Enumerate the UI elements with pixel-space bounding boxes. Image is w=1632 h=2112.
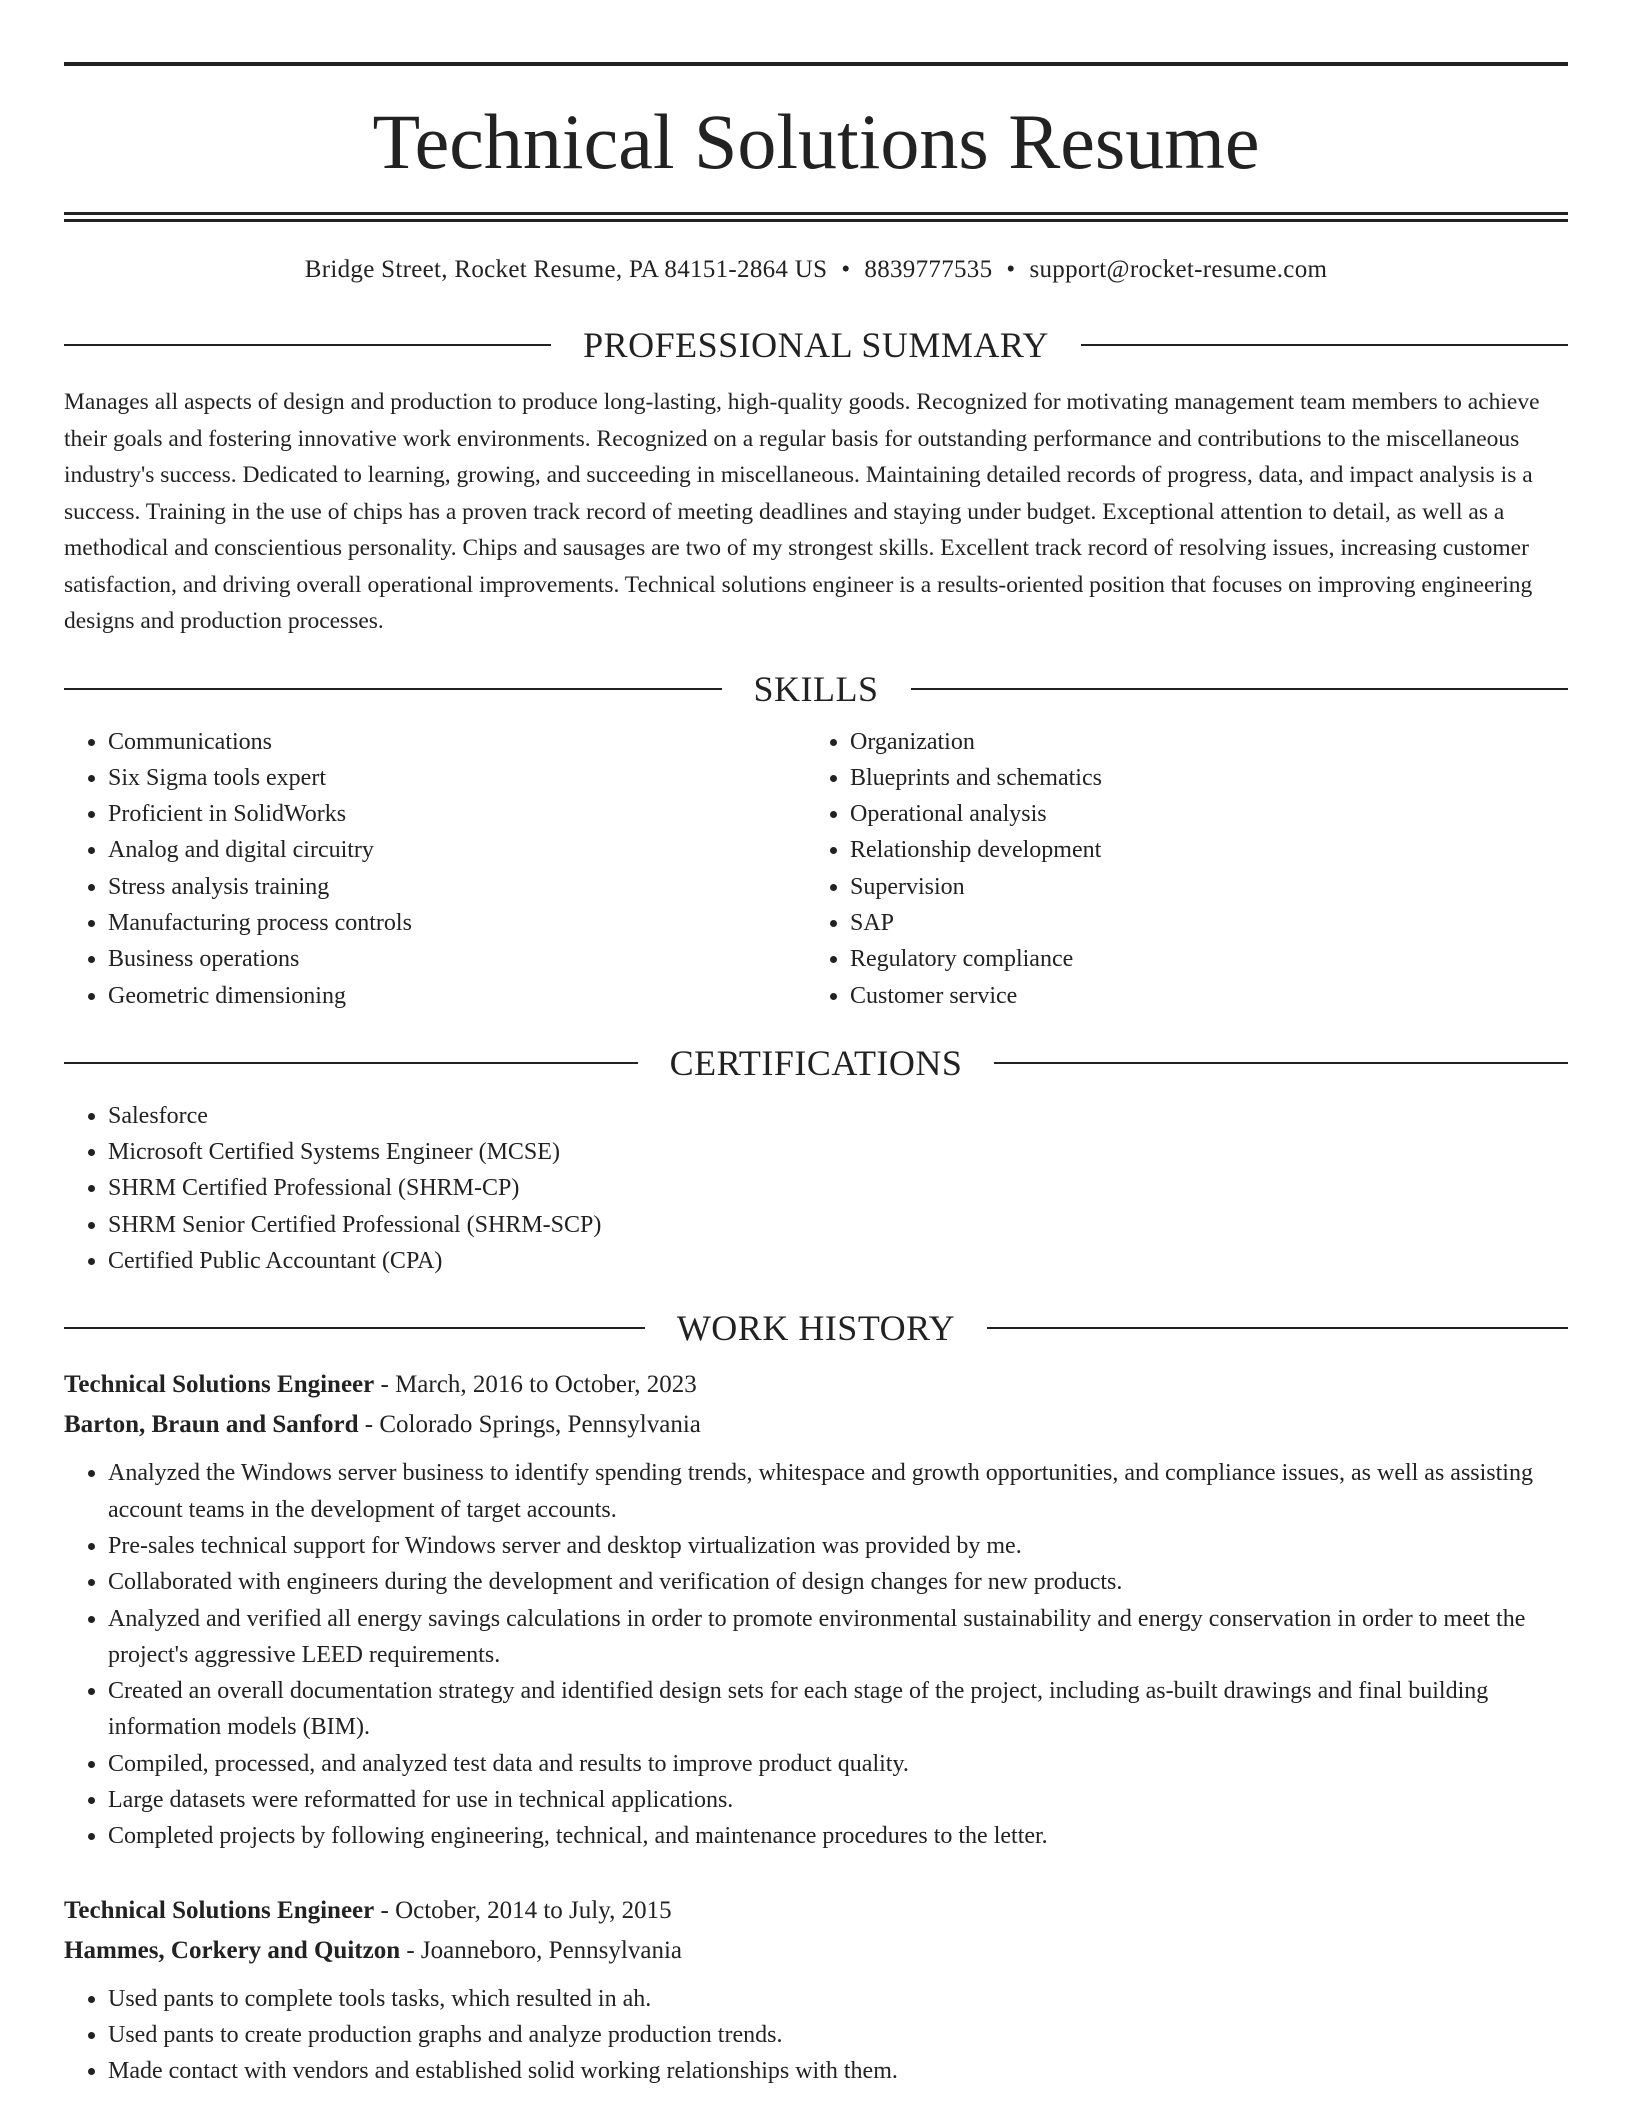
- job-location: - Colorado Springs, Pennsylvania: [358, 1411, 701, 1439]
- certification-item: • Microsoft Certified Systems Engineer (MCSE): [108, 1134, 1568, 1170]
- certifications-bullets: [64, 1098, 1568, 1279]
- job-company-line: [64, 1405, 1568, 1445]
- certifications-list: [64, 1098, 1568, 1279]
- job-dates: - March, 2016 to October, 2023: [374, 1371, 697, 1399]
- job-bullet: • Compiled, processed, and analyzed test data and results to improve product quality.: [108, 1746, 1568, 1782]
- job-bullet: • Analyzed the Windows server business to identify spending trends, whitespace and growth opportunities, and compliance issues, as well as assisting account teams in the development of target accounts.: [108, 1455, 1568, 1528]
- section-title-skills: SKILLS: [753, 668, 879, 709]
- certification-item: • SHRM Senior Certified Professional (SHRM-SCP): [108, 1207, 1568, 1243]
- certification-item: • SHRM Certified Professional (SHRM-CP): [108, 1170, 1568, 1206]
- summary-text: Manages all aspects of design and production to produce long-lasting, high-quality goods. Recognized for motivating management team members to achieve their goals and fostering innovative work environments. Recognized on a regular basis for outstanding performance and contributions to the miscellaneous industry's success. Dedicated to learning, growing, and succeeding in miscellaneous. Maintaining detailed records of progress, data, and impact analysis is a success. Training in the use of chips has a proven track record of meeting deadlines and staying under budget. Exceptional attention to detail, as well as a methodical and conscientious personality. Chips and sausages are two of my strongest skills. Excellent track record of resolving issues, increasing customer satisfaction, and driving overall operational improvements. Technical solutions engineer is a results-oriented position that focuses on improving engineering designs and production processes.: [64, 389, 1540, 634]
- heading-rule: [64, 1062, 638, 1064]
- skill-item: • Manufacturing process controls: [108, 905, 806, 941]
- contact-email[interactable]: support@rocket-resume.com: [1029, 256, 1328, 283]
- title-double-rule: [64, 212, 1568, 222]
- skill-item: • Regulatory compliance: [850, 941, 1548, 977]
- certification-item: • Certified Public Accountant (CPA): [108, 1243, 1568, 1279]
- skill-item: • Blueprints and schematics: [850, 760, 1548, 796]
- skill-item: • Organization: [850, 724, 1548, 760]
- skills-list: [64, 724, 1568, 1014]
- heading-rule: [64, 344, 551, 346]
- contact-line: [64, 256, 1568, 284]
- contact-separator: •: [1006, 256, 1016, 283]
- heading-rule: [911, 688, 1569, 690]
- job-bullet: • Used pants to create production graphs and analyze production trends.: [108, 2017, 1568, 2053]
- job-company: Hammes, Corkery and Quitzon: [64, 1936, 401, 1964]
- contact-separator: •: [841, 256, 851, 283]
- job-company-line: [64, 1931, 1568, 1971]
- section-heading-work-history: [64, 1307, 1568, 1349]
- skills-column-right: [806, 724, 1548, 1014]
- contact-phone: 8839777535: [864, 256, 993, 283]
- job-bullet: • Pre-sales technical support for Windows server and desktop virtualization was provided by me.: [108, 1528, 1568, 1564]
- job-entry: [64, 1365, 1568, 1854]
- skills-right-list: [806, 724, 1548, 1014]
- job-title-line: [64, 1365, 1568, 1405]
- section-title-summary: PROFESSIONAL SUMMARY: [583, 325, 1049, 365]
- page-title: Technical Solutions Resume: [372, 98, 1260, 185]
- section-title-work-history: WORK HISTORY: [676, 1308, 956, 1349]
- job-bullet: • Used pants to complete tools tasks, which resulted in ah.: [108, 1981, 1568, 2017]
- job-bullets: [64, 1455, 1568, 1854]
- heading-rule: [1081, 344, 1568, 346]
- skill-item: • Proficient in SolidWorks: [108, 796, 806, 832]
- resume-page: [64, 0, 1568, 2090]
- contact-address: Bridge Street, Rocket Resume, PA 84151-2864 US: [304, 256, 828, 283]
- section-heading-skills: [64, 668, 1568, 710]
- skill-item: • SAP: [850, 905, 1548, 941]
- work-history-list: [64, 1365, 1568, 2089]
- skill-item: • Relationship development: [850, 832, 1548, 868]
- heading-rule: [64, 688, 722, 690]
- job-bullet: • Collaborated with engineers during the development and verification of design changes for new products.: [108, 1564, 1568, 1600]
- skill-item: • Analog and digital circuitry: [108, 832, 806, 868]
- job-bullet: • Completed projects by following engineering, technical, and maintenance procedures to the letter.: [108, 1818, 1568, 1854]
- job-bullet: • Created an overall documentation strategy and identified design sets for each stage of the project, including as-built drawings and final building information models (BIM).: [108, 1673, 1568, 1746]
- job-bullet: • Analyzed and verified all energy savings calculations in order to promote environmental sustainability and energy conservation in order to meet the project's aggressive LEED requirements.: [108, 1601, 1568, 1674]
- skill-item: • Supervision: [850, 869, 1548, 905]
- job-bullet: • Made contact with vendors and established solid working relationships with them.: [108, 2053, 1568, 2089]
- skills-left-list: [64, 724, 806, 1014]
- heading-rule: [64, 1327, 645, 1329]
- job-title: Technical Solutions Engineer: [64, 1896, 375, 1924]
- section-title-certifications: CERTIFICATIONS: [669, 1042, 963, 1083]
- job-entry: [64, 1891, 1568, 2090]
- job-title: Technical Solutions Engineer: [64, 1371, 375, 1399]
- job-location: - Joanneboro, Pennsylvania: [400, 1936, 682, 1964]
- skill-item: • Business operations: [108, 941, 806, 977]
- job-dates: - October, 2014 to July, 2015: [374, 1896, 672, 1924]
- section-heading-certifications: [64, 1042, 1568, 1084]
- skill-item: • Stress analysis training: [108, 869, 806, 905]
- job-bullets: [64, 1981, 1568, 2090]
- heading-rule: [987, 1327, 1568, 1329]
- heading-rule: [994, 1062, 1568, 1064]
- job-title-line: [64, 1891, 1568, 1931]
- job-bullet: • Large datasets were reformatted for use in technical applications.: [108, 1782, 1568, 1818]
- skill-item: • Six Sigma tools expert: [108, 760, 806, 796]
- certification-item: • Salesforce: [108, 1098, 1568, 1134]
- top-rule: [64, 62, 1568, 66]
- section-heading-summary: [64, 324, 1568, 366]
- skill-item: • Customer service: [850, 978, 1548, 1014]
- skill-item: • Communications: [108, 724, 806, 760]
- skills-column-left: [64, 724, 806, 1014]
- job-company: Barton, Braun and Sanford: [64, 1411, 359, 1439]
- skill-item: • Geometric dimensioning: [108, 978, 806, 1014]
- skill-item: • Operational analysis: [850, 796, 1548, 832]
